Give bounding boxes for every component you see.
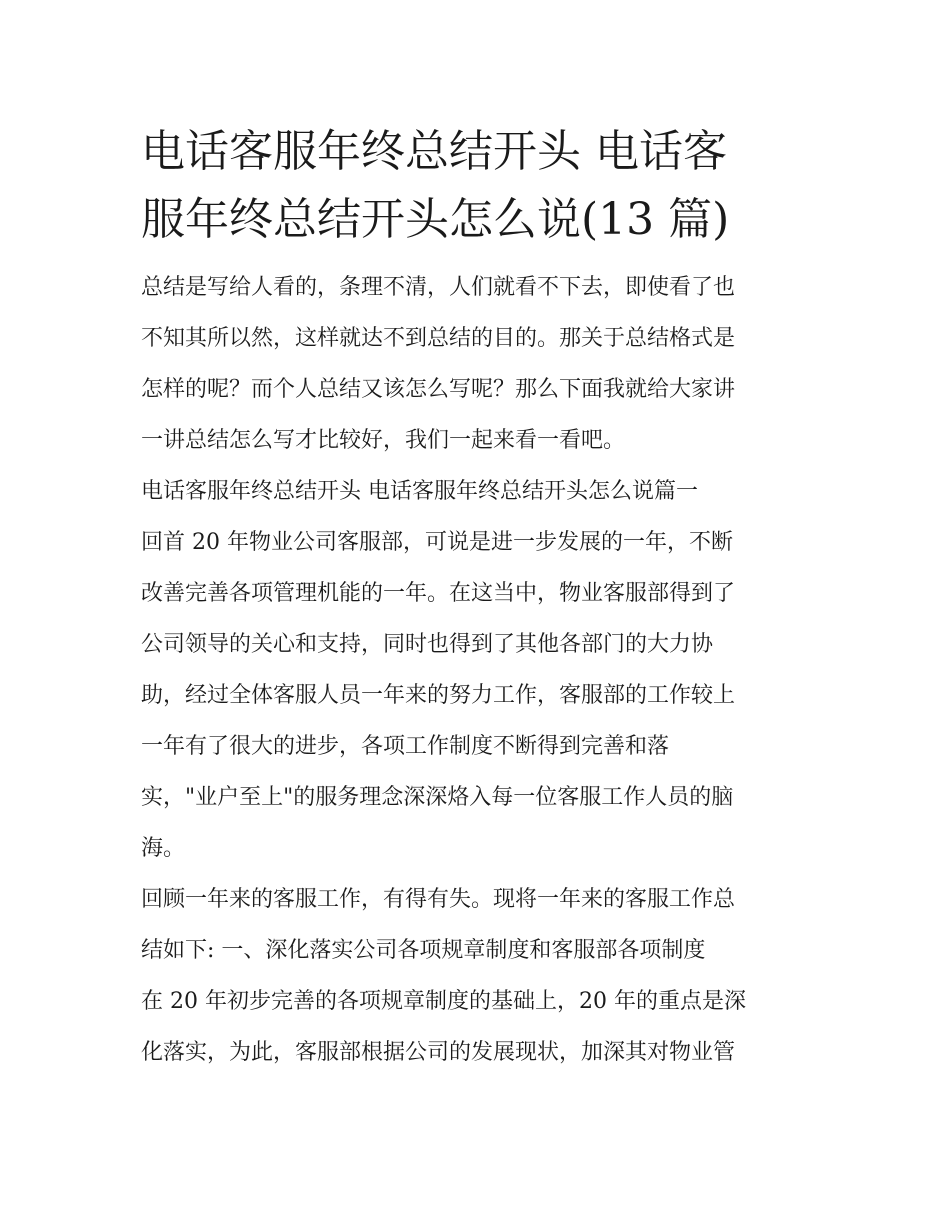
document-page <box>141 118 813 1078</box>
text-line: 总结是写给人看的，条理不清，人们就看不下去，即使看了也 <box>141 275 736 300</box>
section-heading <box>141 466 813 517</box>
text-line: 一年有了很大的进步，各项工作制度不断得到完善和落 <box>141 734 670 759</box>
text-line: 改善完善各项管理机能的一年。在这当中，物业客服部得到了 <box>141 581 736 606</box>
text-line: 回首 20 年物业公司客服部，可说是进一步发展的一年，不断 <box>141 530 733 555</box>
title-line: 服年终总结开头怎么说(13 篇) <box>141 194 730 245</box>
text-line: 公司领导的关心和支持，同时也得到了其他各部门的大力协 <box>141 632 714 657</box>
text-line: 化落实，为此，客服部根据公司的发展现状，加深其对物业管 <box>141 1040 736 1065</box>
body-paragraph <box>141 517 813 874</box>
text-line: 怎样的呢？而个人总结又该怎么写呢？那么下面我就给大家讲 <box>141 377 736 402</box>
text-line: 实，"业户至上"的服务理念深深烙入每一位客服工作人员的脑 <box>141 785 734 810</box>
document-title <box>141 118 813 254</box>
text-line: 电话客服年终总结开头 电话客服年终总结开头怎么说篇一 <box>141 479 698 504</box>
text-line: 不知其所以然，这样就达不到总结的目的。那关于总结格式是 <box>141 326 736 351</box>
text-line: 海。 <box>141 836 186 861</box>
body-paragraph <box>141 976 813 1078</box>
body-paragraph <box>141 874 813 976</box>
title-line: 电话客服年终总结开头 电话客 <box>141 126 727 177</box>
text-line: 在 20 年初步完善的各项规章制度的基础上，20 年的重点是深 <box>141 989 746 1014</box>
text-line: 助，经过全体客服人员一年来的努力工作，客服部的工作较上 <box>141 683 736 708</box>
intro-paragraph <box>141 262 813 466</box>
text-line: 回顾一年来的客服工作，有得有失。现将一年来的客服工作总 <box>141 887 736 912</box>
document-body <box>141 262 813 1078</box>
text-line: 结如下: 一、深化落实公司各项规章制度和客服部各项制度 <box>141 938 706 963</box>
text-line: 一讲总结怎么写才比较好，我们一起来看一看吧。 <box>141 428 626 453</box>
